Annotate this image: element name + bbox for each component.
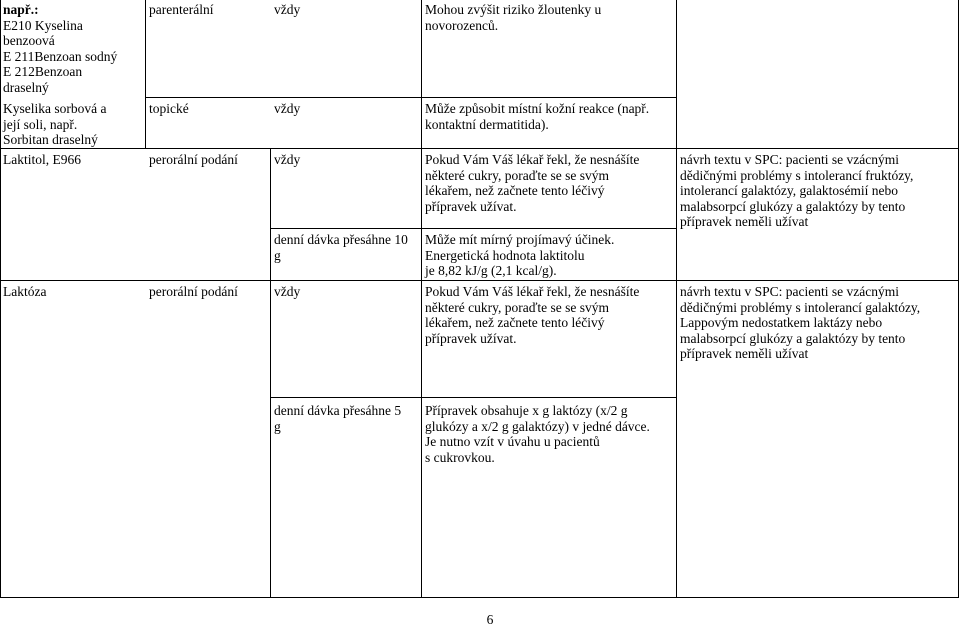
excipient-benzoic-acid bbox=[3, 2, 143, 95]
text-line: některé cukry, poraďte se se svým bbox=[425, 167, 610, 183]
text-line: intolerancí galaktózy, galaktosémií nebo bbox=[680, 183, 899, 198]
text-line: Může mít mírný projímavý účinek. bbox=[425, 232, 615, 247]
excipient-sorbic-acid bbox=[3, 101, 143, 148]
text-line: malabsorpcí glukózy a galaktózy by tento bbox=[680, 330, 906, 346]
text-line: novorozenců. bbox=[425, 17, 499, 33]
text-line: Je nutno vzít v úvahu u pacientů bbox=[425, 434, 600, 449]
excipient-lactitol bbox=[3, 152, 143, 168]
excipient-lactose bbox=[3, 284, 143, 300]
text-line: glukózy a x/2 g galaktózy) v jedné dávce. bbox=[425, 418, 650, 434]
route-cell: topické bbox=[149, 101, 189, 116]
text-line: Kyselika sorbová a bbox=[3, 101, 107, 116]
grid-line-col-4 bbox=[676, 0, 677, 598]
grid-line-row-3 bbox=[0, 148, 959, 149]
grid-line-row-6 bbox=[270, 397, 676, 398]
text-line: dědičnými problémy s intolerancí fruktózy, bbox=[680, 167, 914, 183]
threshold-cell: vždy bbox=[274, 101, 301, 116]
text-line: Sorbitan draselný bbox=[3, 132, 98, 147]
text-line: Může způsobit místní kožní reakce (např. bbox=[425, 101, 650, 116]
text-line: g bbox=[274, 418, 281, 434]
text-line: E 212Benzoan bbox=[3, 64, 83, 79]
grid-line-col-2 bbox=[270, 148, 271, 598]
text-line: denní dávka přesáhne 5 bbox=[274, 403, 402, 418]
text-line: E210 Kyselina bbox=[3, 17, 83, 33]
text-line: Přípravek obsahuje x g laktózy (x/2 g bbox=[425, 403, 628, 418]
text-line: je 8,82 kJ/g (2,1 kcal/g). bbox=[425, 263, 557, 278]
grid-line-left-edge bbox=[0, 0, 1, 598]
text-line: návrh textu v SPC: pacienti se vzácnými bbox=[680, 152, 899, 167]
route-cell: parenterální bbox=[149, 2, 214, 17]
info-cell bbox=[425, 284, 673, 346]
text-line: draselný bbox=[3, 79, 49, 95]
text-line: její soli, např. bbox=[3, 116, 78, 132]
page-number: 6 bbox=[486, 612, 494, 627]
text-line: např.: bbox=[3, 2, 39, 17]
text-line: lékařem, než začnete tento léčivý bbox=[425, 183, 605, 198]
text-line: Pokud Vám Váš lékař řekl, že nesnášíte bbox=[425, 284, 640, 299]
text-line: Pokud Vám Váš lékař řekl, že nesnášíte bbox=[425, 152, 640, 167]
grid-line-row-4 bbox=[270, 228, 676, 229]
info-cell bbox=[425, 2, 673, 33]
threshold-cell: vždy bbox=[274, 152, 301, 167]
text-line: přípravek užívat. bbox=[425, 198, 517, 214]
threshold-cell: vždy bbox=[274, 2, 301, 17]
text-line: Lappovým nedostatkem laktázy nebo bbox=[680, 315, 883, 330]
text-line: benzoová bbox=[3, 33, 55, 48]
text-line: kontaktní dermatitida). bbox=[425, 116, 549, 132]
text-line: Laktitol, E966 bbox=[3, 152, 81, 167]
text-line: Mohou zvýšit riziko žloutenky u bbox=[425, 2, 602, 17]
text-line: E 211Benzoan sodný bbox=[3, 48, 118, 64]
text-line: dědičnými problémy s intolerancí galaktózy, bbox=[680, 299, 921, 315]
info-cell bbox=[425, 152, 673, 214]
grid-line-row-5 bbox=[0, 280, 959, 281]
spc-cell bbox=[680, 284, 956, 362]
grid-line-row-2 bbox=[145, 97, 676, 98]
text-line: přípravek neměli užívat bbox=[680, 346, 809, 361]
info-cell bbox=[425, 101, 673, 132]
text-line: některé cukry, poraďte se se svým bbox=[425, 299, 610, 315]
text-line: denní dávka přesáhne 10 bbox=[274, 232, 408, 247]
text-line: Energetická hodnota laktitolu bbox=[425, 247, 585, 263]
threshold-cell bbox=[274, 403, 418, 434]
text-line: g bbox=[274, 247, 281, 263]
route-cell: perorální podání bbox=[149, 284, 238, 299]
text-line: přípravek neměli užívat bbox=[680, 214, 809, 229]
info-cell bbox=[425, 232, 673, 279]
text-line: přípravek užívat. bbox=[425, 330, 517, 346]
info-cell bbox=[425, 403, 673, 465]
spc-cell bbox=[680, 152, 956, 230]
route-cell: perorální podání bbox=[149, 152, 238, 167]
text-line: s cukrovkou. bbox=[425, 449, 495, 465]
grid-line-col-3 bbox=[421, 0, 422, 598]
grid-line-bottom bbox=[0, 597, 959, 598]
threshold-cell: vždy bbox=[274, 284, 301, 299]
text-line: lékařem, než začnete tento léčivý bbox=[425, 315, 605, 330]
text-line: malabsorpcí glukózy a galaktózy by tento bbox=[680, 198, 906, 214]
text-line: návrh textu v SPC: pacienti se vzácnými bbox=[680, 284, 899, 299]
threshold-cell bbox=[274, 232, 418, 263]
text-line: Laktóza bbox=[3, 284, 47, 299]
grid-line-col-1 bbox=[145, 0, 146, 148]
